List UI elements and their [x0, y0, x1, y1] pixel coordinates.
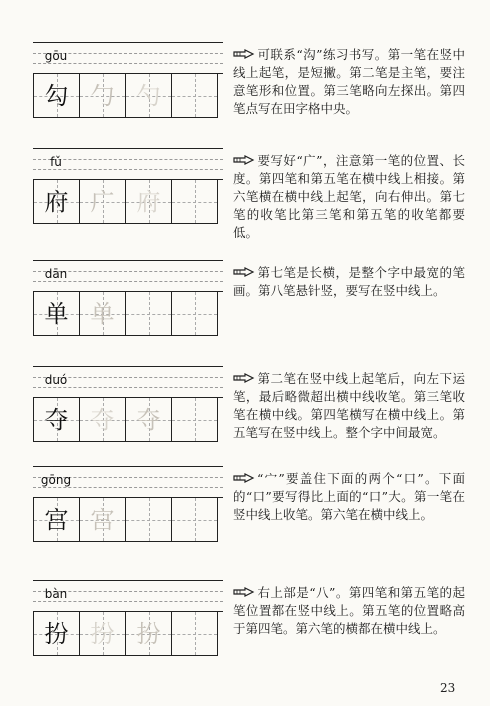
page-number: 23	[440, 681, 456, 695]
model-character-cell	[34, 74, 80, 118]
model-character-cell	[34, 612, 80, 656]
character-cells	[33, 292, 223, 336]
entry-gong	[0, 466, 490, 560]
writing-tip	[233, 470, 465, 524]
practice-cell	[126, 498, 172, 542]
pinyin-row	[33, 466, 223, 498]
writing-tip	[233, 370, 465, 442]
pinyin: dān	[44, 267, 68, 281]
trace-cell	[126, 398, 172, 442]
writing-grid	[33, 366, 223, 442]
pointing-hand-icon	[233, 473, 255, 484]
pinyin: fǔ	[50, 155, 62, 169]
writing-grid	[33, 466, 223, 542]
writing-tip-text: “宀”要盖住下面的两个“口”。下面的“口”要写得比上面的“口”大。第一笔在竖中线上收笔。第六笔在横中线上。	[233, 471, 465, 522]
trace-character: 夺	[136, 406, 161, 434]
pinyin: gōu	[44, 49, 68, 63]
writing-tip-text: 第二笔在竖中线上起笔后，向左下运笔，最后略微超出横中线收笔。第三笔收笔在横中线。第四笔横写在横中线上。第五笔写在竖中线上。整个字中间最宽。	[233, 371, 465, 440]
trace-character: 扮	[90, 620, 115, 648]
pinyin-row	[33, 148, 223, 180]
model-character: 宫	[44, 506, 69, 534]
model-character-cell	[34, 398, 80, 442]
writing-grid	[33, 260, 223, 336]
character-cells	[33, 180, 223, 224]
writing-tip-text: 要写好“广”，注意第一笔的位置、长度。第四笔和第五笔在横中线上相接。第六笔横在横中线上起笔，向右伸出。第七笔的收笔比第三笔和第五笔的收笔都要低。	[233, 153, 465, 240]
writing-tip	[233, 152, 465, 242]
writing-grid	[33, 42, 223, 118]
character-cells	[33, 74, 223, 118]
model-character: 夺	[44, 406, 69, 434]
practice-cell	[172, 180, 218, 224]
practice-cell	[172, 498, 218, 542]
model-character: 府	[44, 188, 69, 216]
trace-character: 府	[136, 188, 161, 216]
pointing-hand-icon	[233, 155, 255, 166]
trace-character: 广	[90, 188, 115, 216]
trace-cell	[126, 612, 172, 656]
trace-cell	[80, 612, 126, 656]
model-character: 单	[44, 300, 69, 328]
trace-cell	[80, 74, 126, 118]
practice-cell	[172, 612, 218, 656]
pinyin: bàn	[44, 587, 68, 601]
character-cells	[33, 398, 223, 442]
entry-duo	[0, 366, 490, 460]
pinyin: gōng	[40, 473, 72, 487]
trace-cell	[80, 498, 126, 542]
practice-cell	[126, 292, 172, 336]
pinyin-row	[33, 42, 223, 74]
model-character: 勾	[44, 82, 69, 110]
writing-tip-text: 右上部是“八”。第四笔和第五笔的起笔位置都在竖中线上。第五笔的位置略高于第四笔。第六笔的横都在横中线上。	[233, 585, 465, 636]
writing-grid	[33, 148, 223, 224]
trace-cell	[126, 74, 172, 118]
pinyin-row	[33, 366, 223, 398]
entry-ban	[0, 580, 490, 674]
pinyin: duó	[44, 373, 68, 387]
writing-tip	[233, 584, 465, 638]
pinyin-row	[33, 580, 223, 612]
character-cells	[33, 498, 223, 542]
pointing-hand-icon	[233, 373, 255, 384]
trace-character: 扮	[136, 620, 161, 648]
trace-cell	[80, 292, 126, 336]
pointing-hand-icon	[233, 49, 255, 60]
practice-cell	[172, 74, 218, 118]
entry-dan	[0, 260, 490, 354]
writing-tip-text: 第七笔是长横，是整个字中最宽的笔画。第八笔悬针竖，要写在竖中线上。	[233, 265, 465, 298]
trace-character: 夺	[90, 406, 115, 434]
writing-grid	[33, 580, 223, 656]
entry-fu	[0, 148, 490, 242]
trace-character: 单	[90, 300, 115, 328]
pointing-hand-icon	[233, 587, 255, 598]
trace-cell	[126, 180, 172, 224]
model-character-cell	[34, 498, 80, 542]
pinyin-row	[33, 260, 223, 292]
writing-tip	[233, 46, 465, 118]
character-cells	[33, 612, 223, 656]
writing-tip	[233, 264, 465, 300]
trace-character: 勺	[136, 82, 161, 110]
practice-cell	[172, 398, 218, 442]
pointing-hand-icon	[233, 267, 255, 278]
model-character-cell	[34, 180, 80, 224]
trace-character: 勹	[90, 82, 115, 110]
trace-cell	[80, 398, 126, 442]
entry-gou	[0, 42, 490, 136]
trace-cell	[80, 180, 126, 224]
writing-tip-text: 可联系“沟”练习书写。第一笔在竖中线上起笔，是短撇。第二笔是主笔，要注意笔形和位置。第三笔略向左探出。第四笔点写在田字格中央。	[233, 47, 465, 116]
trace-character: 宫	[90, 506, 115, 534]
model-character: 扮	[44, 620, 69, 648]
practice-cell	[172, 292, 218, 336]
model-character-cell	[34, 292, 80, 336]
